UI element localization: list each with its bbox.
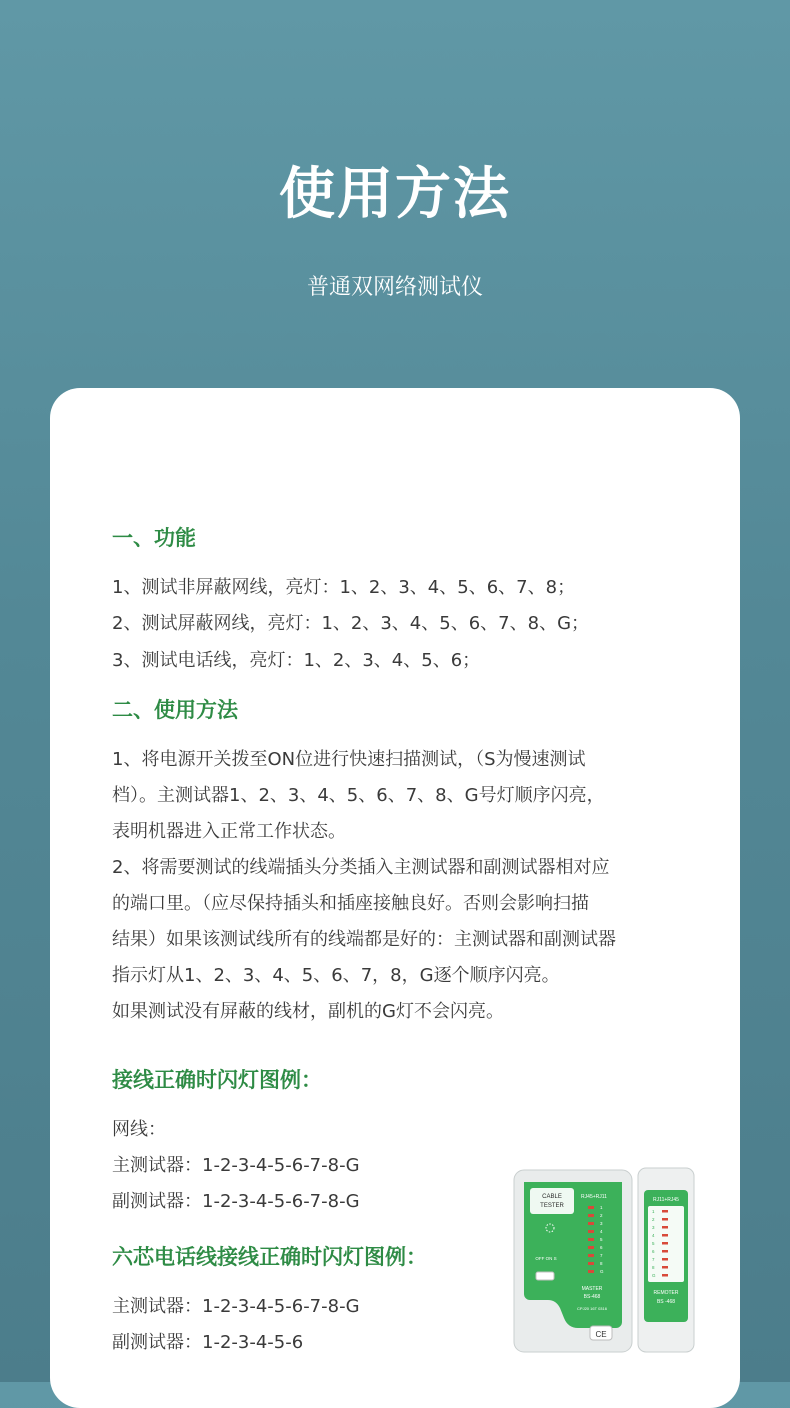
- usage-line: 指示灯从1、2、3、4、5、6、7，8，G逐个顺序闪亮。: [112, 965, 560, 986]
- led-number: 5: [652, 1241, 655, 1246]
- led-number: 2: [652, 1217, 655, 1222]
- legend-line: 主测试器：1-2-3-4-5-6-7-8-G: [112, 1296, 360, 1317]
- led-number: 1: [652, 1209, 655, 1214]
- led-number: 6: [652, 1249, 655, 1254]
- hero-title: 使用方法: [279, 162, 511, 227]
- power-switch[interactable]: [536, 1272, 554, 1280]
- main-port-label: RJ45+RJ11: [581, 1194, 607, 1200]
- usage-line: 的端口里。（应尽保持插头和插座接触良好。否则会影响扫描: [112, 893, 589, 914]
- remote-label: REMOTER: [653, 1290, 679, 1296]
- function-line: 1、测试非屏蔽网线，亮灯：1、2、3、4、5、6、7、8；: [112, 577, 576, 598]
- master-model: BS-468: [583, 1294, 601, 1300]
- led-number: 3: [652, 1225, 655, 1230]
- led-number: 8: [652, 1265, 655, 1270]
- led-number: G: [652, 1273, 656, 1278]
- usage-line: 如果测试没有屏蔽的线材，副机的G灯不会闪亮。: [112, 1001, 504, 1022]
- led-number: 1: [600, 1205, 603, 1210]
- main-label-top: CABLE: [542, 1194, 562, 1200]
- section-heading-phone-legend: 六芯电话线接线正确时闪灯图例：: [112, 1245, 427, 1269]
- led-number: 3: [600, 1221, 603, 1226]
- function-line: 3、测试电话线，亮灯：1、2、3、4、5、6；: [112, 650, 481, 671]
- section-heading-usage: 二、使用方法: [112, 698, 238, 722]
- remote-model: BS -468: [656, 1299, 676, 1305]
- remote-led-column: [662, 1210, 668, 1277]
- main-label-bottom: TESTER: [540, 1203, 564, 1209]
- function-line: 2、测试屏蔽网线，亮灯：1、2、3、4、5、6、7、8、G；: [112, 613, 590, 634]
- led-number: 7: [652, 1257, 655, 1262]
- led-number: G: [600, 1269, 604, 1274]
- section-heading-function: 一、功能: [112, 526, 196, 550]
- legend-line: 副测试器：1-2-3-4-5-6: [112, 1332, 304, 1353]
- cert-label: CPJ20 16T 0316: [577, 1306, 607, 1311]
- main-led-column: [588, 1206, 594, 1273]
- remote-port-label: RJ11+RJ45: [653, 1197, 679, 1203]
- led-number: 6: [600, 1245, 603, 1250]
- usage-line: 档）。主测试器1、2、3、4、5、6、7、8、G号灯顺序闪亮，: [112, 785, 605, 806]
- usage-line: 结果）如果该测试线所有的线端都是好的：主测试器和副测试器: [112, 929, 616, 950]
- led-number: 7: [600, 1253, 603, 1258]
- cable-tester-device-image: [512, 1166, 697, 1356]
- led-number: 4: [652, 1233, 655, 1238]
- legend-line: 网线：: [112, 1119, 166, 1140]
- legend-line: 副测试器：1-2-3-4-5-6-7-8-G: [112, 1191, 360, 1212]
- usage-line: 表明机器进入正常工作状态。: [112, 821, 346, 842]
- usage-line: 1、将电源开关拨至ON位进行快速扫描测试，（S为慢速测试: [112, 749, 586, 770]
- switch-label: OFF ON S: [535, 1256, 557, 1261]
- hero-subtitle: 普通双网络测试仪: [306, 275, 483, 300]
- usage-line: 2、将需要测试的线端插头分类插入主测试器和副测试器相对应: [112, 857, 610, 878]
- master-label: MASTER: [581, 1286, 603, 1292]
- led-number: 8: [600, 1261, 603, 1266]
- section-heading-network-legend: 接线正确时闪灯图例：: [112, 1068, 322, 1092]
- led-number: 5: [600, 1237, 603, 1242]
- led-number: 4: [600, 1229, 603, 1234]
- legend-line: 主测试器：1-2-3-4-5-6-7-8-G: [112, 1155, 360, 1176]
- ce-mark: CE: [595, 1330, 607, 1339]
- led-number: 2: [600, 1213, 603, 1218]
